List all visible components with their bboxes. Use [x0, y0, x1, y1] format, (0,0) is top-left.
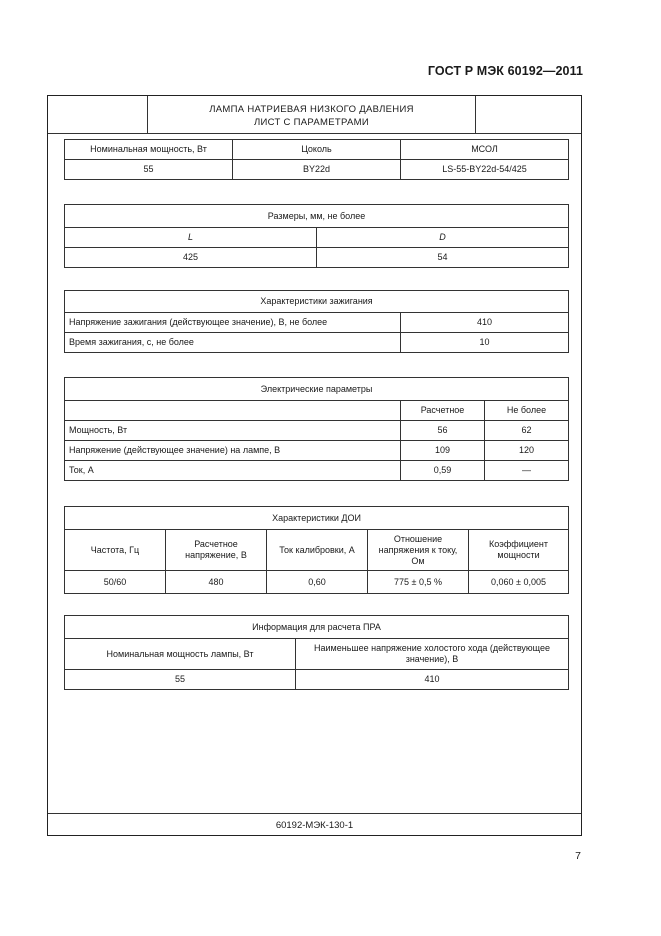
header-right-divider	[475, 96, 476, 133]
doi-value-ratio: 775 ± 0,5 %	[368, 571, 469, 594]
dimensions-col-d: D	[317, 228, 569, 248]
ignition-row-label: Время зажигания, с, не более	[65, 333, 401, 353]
table-row	[65, 461, 569, 481]
ballast-header-voltage: Наименьшее напряжение холостого хода (действующее значение), В	[296, 639, 569, 670]
general-value-code: LS-55-BY22d-54/425	[401, 160, 569, 180]
doi-header-frequency: Частота, Гц	[65, 530, 166, 571]
electrical-table	[64, 377, 569, 481]
doi-header-current: Ток калибровки, А	[267, 530, 368, 571]
general-header-power: Номинальная мощность, Вт	[65, 140, 233, 160]
general-value-power: 55	[65, 160, 233, 180]
doi-value-power-factor: 0,060 ± 0,005	[469, 571, 569, 594]
ignition-title: Характеристики зажигания	[65, 291, 569, 313]
electrical-row-max: 62	[485, 421, 569, 441]
ballast-value-voltage: 410	[296, 670, 569, 690]
header-divider	[48, 133, 581, 134]
ballast-table	[64, 615, 569, 690]
table-row	[65, 140, 569, 160]
ignition-row-label: Напряжение зажигания (действующее значение), В, не более	[65, 313, 401, 333]
ballast-header-power: Номинальная мощность лампы, Вт	[65, 639, 296, 670]
sheet-title	[148, 103, 475, 129]
table-row	[65, 333, 569, 353]
electrical-row-label: Ток, А	[65, 461, 401, 481]
general-header-code: МСОЛ	[401, 140, 569, 160]
table-row	[65, 639, 569, 670]
general-value-base: BY22d	[233, 160, 401, 180]
table-row	[65, 248, 569, 268]
ballast-value-power: 55	[65, 670, 296, 690]
electrical-row-rated: 56	[401, 421, 485, 441]
doi-title: Характеристики ДОИ	[65, 507, 569, 530]
table-row	[65, 313, 569, 333]
electrical-title: Электрические параметры	[65, 378, 569, 401]
dimensions-value-d: 54	[317, 248, 569, 268]
table-row	[65, 205, 569, 228]
electrical-header-rated: Расчетное	[401, 401, 485, 421]
table-row	[65, 507, 569, 530]
general-header-base: Цоколь	[233, 140, 401, 160]
doi-value-frequency: 50/60	[65, 571, 166, 594]
electrical-header-max: Не более	[485, 401, 569, 421]
ballast-title: Информация для расчета ПРА	[65, 616, 569, 639]
dimensions-col-l: L	[65, 228, 317, 248]
footer-divider	[48, 813, 581, 814]
electrical-row-rated: 0,59	[401, 461, 485, 481]
ignition-row-value: 410	[401, 313, 569, 333]
table-row	[65, 530, 569, 571]
electrical-row-max: —	[485, 461, 569, 481]
electrical-header-blank	[65, 401, 401, 421]
doi-table	[64, 506, 569, 594]
table-row	[65, 421, 569, 441]
table-row	[65, 441, 569, 461]
table-row	[65, 670, 569, 690]
page-number: 7	[575, 850, 581, 862]
sheet-title-line1: ЛАМПА НАТРИЕВАЯ НИЗКОГО ДАВЛЕНИЯ	[209, 104, 414, 115]
table-row	[65, 291, 569, 313]
electrical-row-label: Мощность, Вт	[65, 421, 401, 441]
table-row	[65, 616, 569, 639]
dimensions-title: Размеры, мм, не более	[65, 205, 569, 228]
table-row	[65, 160, 569, 180]
standard-code: ГОСТ Р МЭК 60192—2011	[427, 64, 583, 78]
sheet-code: 60192-МЭК-130-1	[275, 820, 354, 831]
ignition-table	[64, 290, 569, 353]
doi-value-voltage: 480	[166, 571, 267, 594]
table-row	[65, 228, 569, 248]
dimensions-value-l: 425	[65, 248, 317, 268]
table-row	[65, 571, 569, 594]
doi-header-voltage: Расчетное напряжение, В	[166, 530, 267, 571]
doi-header-ratio: Отношение напряжения к току, Ом	[368, 530, 469, 571]
ignition-row-value: 10	[401, 333, 569, 353]
electrical-row-max: 120	[485, 441, 569, 461]
doi-header-power-factor: Коэффициент мощности	[469, 530, 569, 571]
dimensions-table	[64, 204, 569, 268]
sheet-title-line2: ЛИСТ С ПАРАМЕТРАМИ	[254, 117, 369, 128]
doi-value-current: 0,60	[267, 571, 368, 594]
electrical-row-rated: 109	[401, 441, 485, 461]
general-table	[64, 139, 569, 180]
table-row	[65, 401, 569, 421]
table-row	[65, 378, 569, 401]
electrical-row-label: Напряжение (действующее значение) на лампе, В	[65, 441, 401, 461]
